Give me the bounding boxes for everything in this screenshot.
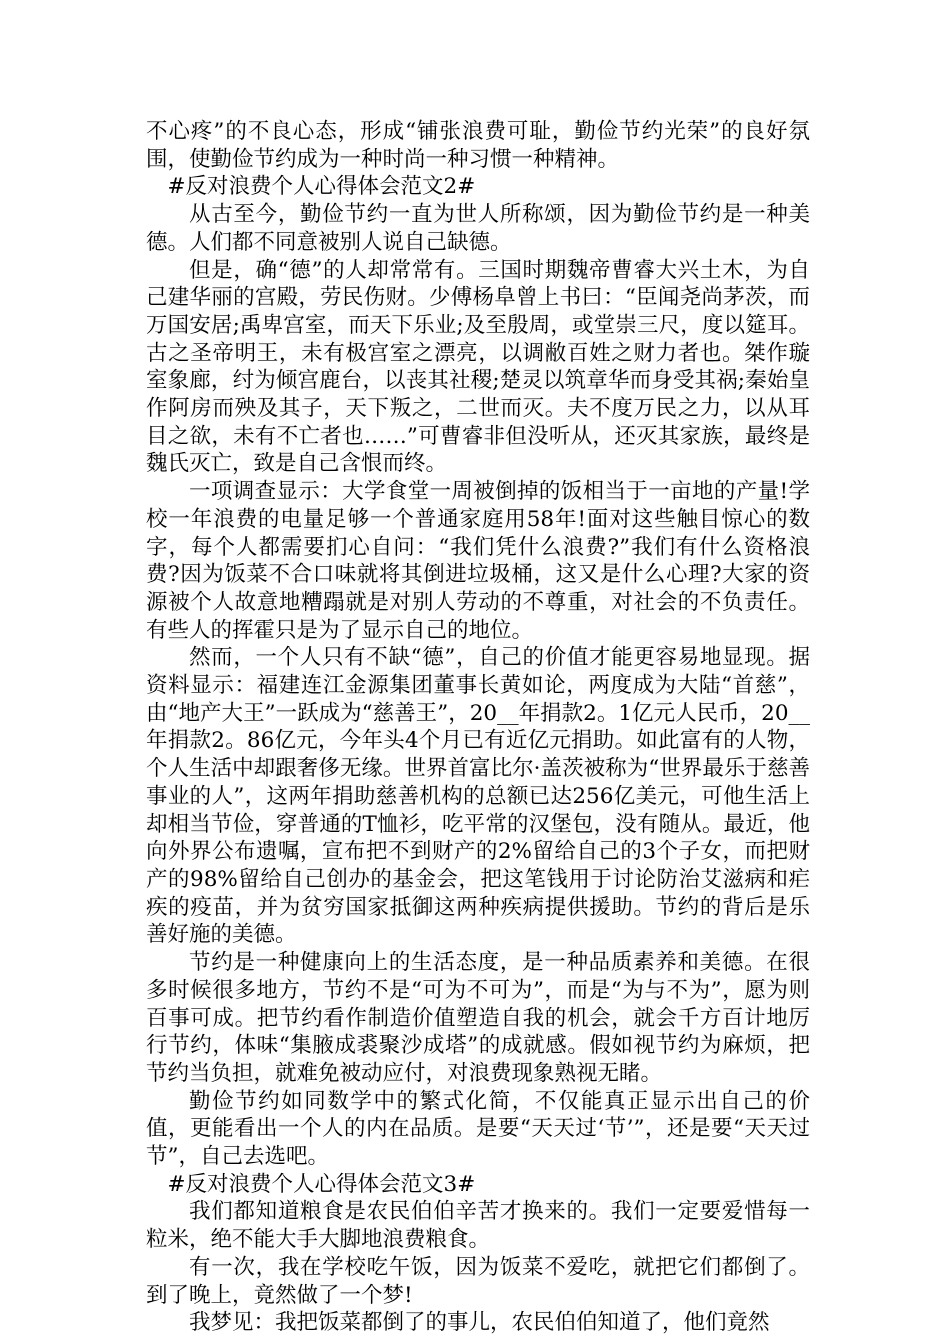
paragraph: 一项调查显示：大学食堂一周被倒掉的饭相当于一亩地的产量!学校一年浪费的电量足够一个普通家庭用58年!面对这些触目惊心的数字，每个人都需要扪心自问：“我们凭什么浪费?”我们有什么资格浪费?因为饭菜不合口味就将其倒进垃圾桶，这又是什么心理?大家的资源被个人故意地糟蹋就是对别人劳动的不尊重，对社会的不负责任。有些人的挥霍只是为了显示自己的地位。	[146, 479, 810, 643]
paragraph: 有一次，我在学校吃午饭，因为饭菜不爱吃，就把它们都倒了。到了晚上，竟然做了一个梦!	[146, 1254, 810, 1308]
paragraph: 但是，确“德”的人却常常有。三国时期魏帝曹睿大兴土木，为自己建华丽的宫殿，劳民伤财。少傅杨阜曾上书曰：“臣闻尧尚茅茨，而万国安居;禹卑宫室，而天下乐业;及至殷周，或堂崇三尺，度以筵耳。古之圣帝明王，未有极宫室之漂亮，以调敝百姓之财力者也。桀作璇室象廊，纣为倾宫鹿台，以丧其社稷;楚灵以筑章华而身受其祸;秦始皇作阿房而殃及其子，天下叛之，二世而灭。夫不度万民之力，以从耳目之欲，未有不亡者也……”可曹睿非但没听从，还灭其家族，最终是魏氏灭亡，致是自己含恨而终。	[146, 257, 810, 477]
section-heading: #反对浪费个人心得体会范文2#	[167, 174, 476, 200]
paragraph: 我梦见：我把饭菜都倒了的事儿，农民伯伯知道了，他们竟然	[189, 1310, 770, 1336]
document-body	[146, 118, 810, 1337]
paragraph: 然而，一个人只有不缺“德”，自己的价值才能更容易地显现。据资料显示：福建连江金源集团董事长黄如论，两度成为大陆“首慈”，由“地产大王”一跃成为“慈善王”，20__年捐款2。1亿元人民币，20__年捐款2。86亿元，今年头4个月已有近亿元捐助。如此富有的人物，个人生活中却跟奢侈无缘。世界首富比尔·盖茨被称为“世界最乐于慈善事业的人”，这两年捐助慈善机构的总额已达256亿美元，可他生活上却相当节俭，穿普通的T恤衫，吃平常的汉堡包，没有随从。最近，他向外界公布遗嘱，宣布把不到财产的2%留给自己的3个子女，而把财产的98%留给自己创办的基金会，把这笔钱用于讨论防治艾滋病和疟疾的疫苗，并为贫穷国家抵御这两种疾病提供援助。节约的背后是乐善好施的美德。	[146, 645, 810, 948]
section-heading: #反对浪费个人心得体会范文3#	[167, 1171, 476, 1197]
paragraph: 勤俭节约如同数学中的繁式化简，不仅能真正显示出自己的价值，更能看出一个人的内在品质。是要“天天过‘节’”，还是要“天天过节”，自己去选吧。	[146, 1088, 810, 1170]
paragraph: 不心疼”的不良心态，形成“铺张浪费可耻，勤俭节约光荣”的良好氛围，使勤俭节约成为一种时尚一种习惯一种精神。	[146, 119, 810, 172]
paragraph: 节约是一种健康向上的生活态度，是一种品质素养和美德。在很多时候很多地方，节约不是“可为不可为”，而是“为与不为”，愿为则百事可成。把节约看作制造价值塑造自我的机会，就会千方百计地厉行节约，体味“集腋成裘聚沙成塔”的成就感。假如视节约为麻烦，把节约当负担，就难免被动应付，对浪费现象熟视无睹。	[146, 950, 810, 1086]
paragraph: 我们都知道粮食是农民伯伯辛苦才换来的。我们一定要爱惜每一粒米，绝不能大手大脚地浪费粮食。	[146, 1199, 810, 1253]
paragraph: 从古至今，勤俭节约一直为世人所称颂，因为勤俭节约是一种美德。人们都不同意被别人说自己缺德。	[146, 202, 810, 255]
